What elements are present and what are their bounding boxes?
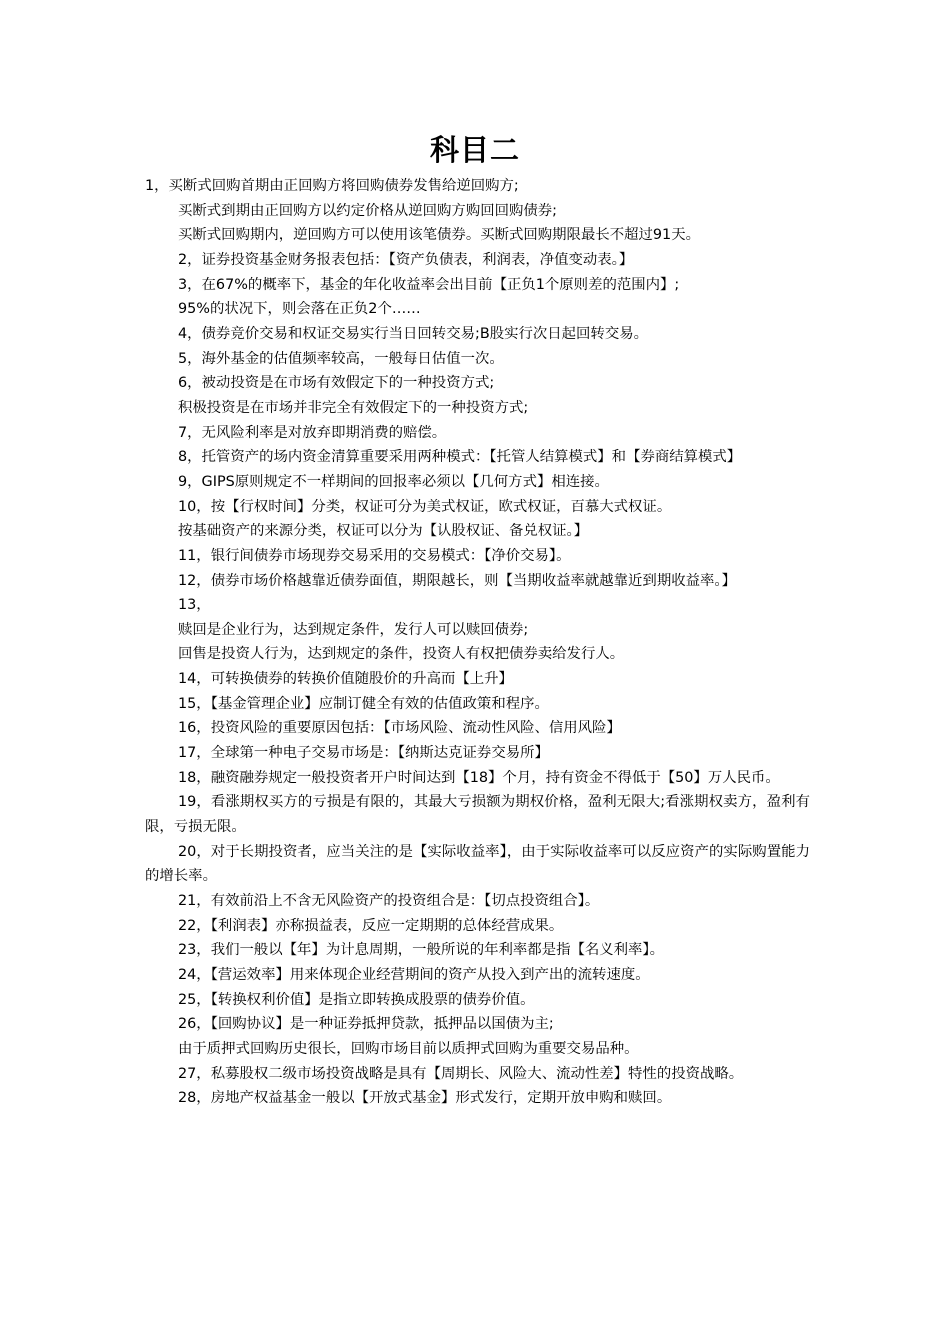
paragraph: 11，银行间债券市场现券交易采用的交易模式：【净价交易】。 xyxy=(178,547,571,564)
document-body xyxy=(145,174,810,1111)
paragraph: 24，【营运效率】用来体现企业经营期间的资产从投入到产出的流转速度。 xyxy=(178,967,650,983)
paragraph: 2，证券投资基金财务报表包括：【资产负债表，利润表，净值变动表。】 xyxy=(178,251,634,268)
paragraph: 19，看涨期权买方的亏损是有限的，其最大亏损额为期权价格，盈利无限大;看涨期权卖方，盈利有限，亏损无限。 xyxy=(145,794,810,836)
paragraph: 28，房地产权益基金一般以【开放式基金】形式发行，定期开放申购和赎回。 xyxy=(178,1090,672,1107)
paragraph: 12，债券市场价格越靠近债券面值，期限越长，则【当期收益率就越靠近到期收益率。】 xyxy=(178,572,736,589)
paragraph: 积极投资是在市场并非完全有效假定下的一种投资方式; xyxy=(178,399,529,416)
paragraph: 由于质押式回购历史很长，回购市场目前以质押式回购为重要交易品种。 xyxy=(178,1040,639,1057)
paragraph: 15，【基金管理企业】应制订健全有效的估值政策和程序。 xyxy=(178,695,549,712)
paragraph: 3，在67%的概率下，基金的年化收益率会出目前【正负1个原则差的范围内】; xyxy=(178,276,680,293)
paragraph: 23，我们一般以【年】为计息周期，一般所说的年利率都是指【名义利率】。 xyxy=(178,942,665,959)
paragraph: 21，有效前沿上不含无风险资产的投资组合是：【切点投资组合】。 xyxy=(178,893,600,910)
paragraph: 14，可转换债券的转换价值随股价的升高而【上升】 xyxy=(178,671,513,688)
paragraph: 16，投资风险的重要原因包括：【市场风险、流动性风险、信用风险】 xyxy=(178,720,621,737)
paragraph: 17，全球第一种电子交易市场是：【纳斯达克证券交易所】 xyxy=(178,745,549,762)
paragraph: 7，无风险利率是对放弃即期消费的赔偿。 xyxy=(178,424,447,441)
paragraph: 买断式到期由正回购方以约定价格从逆回购方购回回购债券; xyxy=(178,202,558,219)
paragraph: 22，【利润表】亦称损益表，反应一定期期的总体经营成果。 xyxy=(178,917,564,934)
paragraph: 5，海外基金的估值频率较高，一般每日估值一次。 xyxy=(178,350,504,367)
paragraph: 8，托管资产的场内资金清算重要采用两种模式：【托管人结算模式】和【券商结算模式】 xyxy=(178,449,742,466)
paragraph: 按基础资产的来源分类，权证可以分为【认股权证、备兑权证。】 xyxy=(178,523,589,540)
paragraph: 10，按【行权时间】分类，权证可分为美式权证，欧式权证，百慕大式权证。 xyxy=(178,498,672,515)
paragraph: 4，债券竞价交易和权证交易实行当日回转交易;B股实行次日起回转交易。 xyxy=(178,325,648,342)
document-title: 科目二 xyxy=(429,133,520,167)
paragraph: 18，融资融券规定一般投资者开户时间达到【18】个月，持有资金不得低于【50】万人民币。 xyxy=(178,769,780,786)
paragraph: 买断式回购期内，逆回购方可以使用该笔债券。买断式回购期限最长不超过91天。 xyxy=(178,227,700,244)
paragraph: 1，买断式回购首期由正回购方将回购债券发售给逆回购方; xyxy=(145,178,519,194)
paragraph: 26，【回购协议】是一种证券抵押贷款，抵押品以国债为主; xyxy=(178,1016,554,1033)
paragraph: 95%的状况下，则会落在正负2个…… xyxy=(178,301,421,318)
paragraph: 27，私募股权二级市场投资战略是具有【周期长、风险大、流动性差】特性的投资战略。 xyxy=(178,1065,744,1082)
paragraph: 赎回是企业行为，达到规定条件，发行人可以赎回债券; xyxy=(178,621,529,638)
paragraph: 20，对于长期投资者，应当关注的是【实际收益率】，由于实际收益率可以反应资产的实际购置能力的增长率。 xyxy=(145,843,810,885)
paragraph: 回售是投资人行为，达到规定的条件，投资人有权把债券卖给发行人。 xyxy=(178,646,625,663)
paragraph: 25，【转换权利价值】是指立即转换成股票的债券价值。 xyxy=(178,991,535,1008)
paragraph: 9，GIPS原则规定不一样期间的回报率必须以【几何方式】相连接。 xyxy=(178,473,609,490)
paragraph: 6，被动投资是在市场有效假定下的一种投资方式; xyxy=(178,375,495,392)
paragraph: 13， xyxy=(178,597,211,614)
